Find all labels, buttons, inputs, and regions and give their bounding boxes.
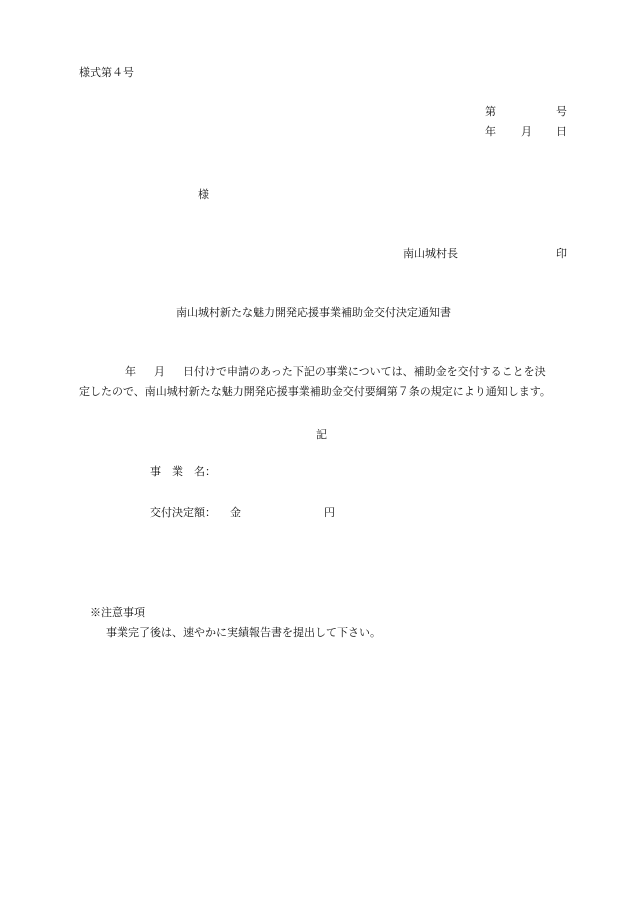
body-line-1: 日付けで申請のあった下記の事業については、補助金を交付することを決 — [183, 365, 546, 378]
body-month: 月 — [154, 365, 165, 378]
date-month: 月 — [521, 125, 532, 138]
date-day: 日 — [556, 125, 567, 138]
project-name-label: 事 業 名： — [150, 465, 216, 478]
document-title: 南山城村新たな魅力開発応援事業補助金交付決定通知書 — [176, 306, 451, 319]
form-number: 様式第４号 — [79, 66, 134, 79]
notice-heading: ※注意事項 — [90, 606, 145, 619]
date-year: 年 — [485, 125, 496, 138]
recipient-suffix: 様 — [198, 188, 209, 201]
body-year: 年 — [125, 365, 136, 378]
document-number-prefix: 第 — [485, 105, 496, 118]
body-line-2: 定したので、南山城村新たな魅力開発応援事業補助金交付要綱第７条の規定により通知します。 — [79, 385, 551, 398]
document-number-suffix: 号 — [556, 105, 567, 118]
amount-prefix: 金 — [230, 506, 241, 519]
issuer: 南山城村長 — [403, 247, 458, 260]
amount-label: 交付決定額： — [150, 506, 216, 519]
ki-heading: 記 — [316, 428, 327, 441]
amount-unit: 円 — [324, 506, 335, 519]
seal-mark: 印 — [556, 247, 567, 260]
notice-text: 事業完了後は、速やかに実績報告書を提出して下さい。 — [106, 626, 381, 639]
